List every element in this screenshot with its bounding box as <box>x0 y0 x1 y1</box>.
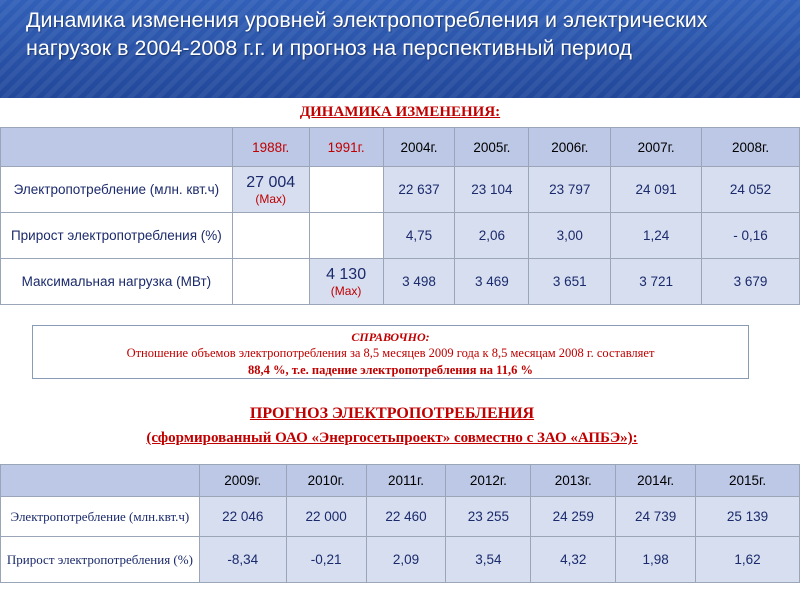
max-marker: (Max) <box>255 191 287 206</box>
dynamics-col-header: 2004г. <box>383 128 455 167</box>
forecast-corner-cell <box>1 465 200 497</box>
dynamics-col-header: 2007г. <box>611 128 702 167</box>
max-marker: (Max) <box>330 283 362 298</box>
peak-value-cell <box>309 259 383 305</box>
table-row <box>1 167 800 213</box>
table-cell: 1,62 <box>696 537 800 583</box>
peak-value: 4 130 <box>326 265 367 283</box>
table-row <box>1 497 800 537</box>
row-label: Электропотребление (млн.квт.ч) <box>1 497 200 537</box>
empty-cell <box>232 259 309 305</box>
table-cell: 23 104 <box>455 167 529 213</box>
table-row <box>1 537 800 583</box>
note-highlight: 88,4 %, т.е. падение электропотребления на 11,6 % <box>248 363 533 377</box>
table-cell: 22 460 <box>366 497 446 537</box>
table-cell: 3 469 <box>455 259 529 305</box>
table-cell: 3 498 <box>383 259 455 305</box>
table-cell: -0,21 <box>286 537 366 583</box>
forecast-col-header: 2012г. <box>446 465 531 497</box>
table-cell: 3,00 <box>529 213 611 259</box>
dynamics-col-header: 2005г. <box>455 128 529 167</box>
table-cell: 24 259 <box>531 497 616 537</box>
table-cell: 3 721 <box>611 259 702 305</box>
table-cell: 3 651 <box>529 259 611 305</box>
empty-cell <box>309 167 383 213</box>
empty-cell <box>309 213 383 259</box>
forecast-col-header: 2015г. <box>696 465 800 497</box>
dynamics-corner-cell <box>1 128 233 167</box>
peak-value-cell <box>232 167 309 213</box>
table-cell: 25 139 <box>696 497 800 537</box>
table-cell: 23 255 <box>446 497 531 537</box>
title-banner <box>0 0 800 98</box>
forecast-col-header: 2010г. <box>286 465 366 497</box>
table-cell: 1,98 <box>616 537 696 583</box>
table-cell: 22 000 <box>286 497 366 537</box>
table-cell: 3,54 <box>446 537 531 583</box>
forecast-col-header: 2009г. <box>199 465 286 497</box>
table-cell: 3 679 <box>702 259 800 305</box>
table-cell: 1,24 <box>611 213 702 259</box>
table-row <box>1 213 800 259</box>
table-cell: 22 046 <box>199 497 286 537</box>
page-title: Динамика изменения уровней электропотребления и электрических нагрузок в 2004-2008 г.г. и прогноз на перспективный период <box>26 8 708 60</box>
forecast-subtitle: (сформированный ОАО «Энергосетьпроект» совместно с ЗАО «АПБЭ»): <box>146 430 638 446</box>
dynamics-header-row <box>1 128 800 167</box>
row-label: Прирост электропотребления (%) <box>1 213 233 259</box>
forecast-col-header: 2013г. <box>531 465 616 497</box>
dynamics-table <box>0 127 800 305</box>
forecast-table <box>0 464 800 583</box>
forecast-header-row <box>1 465 800 497</box>
forecast-col-header: 2014г. <box>616 465 696 497</box>
table-cell: 24 091 <box>611 167 702 213</box>
reference-note <box>32 325 749 379</box>
empty-cell <box>232 213 309 259</box>
dynamics-col-header: 1988г. <box>232 128 309 167</box>
forecast-title: ПРОГНОЗ ЭЛЕКТРОПОТРЕБЛЕНИЯ <box>249 405 535 422</box>
row-label: Прирост электропотребления (%) <box>1 537 200 583</box>
table-cell: 22 637 <box>383 167 455 213</box>
table-cell: 4,75 <box>383 213 455 259</box>
table-cell: 2,09 <box>366 537 446 583</box>
table-cell: 2,06 <box>455 213 529 259</box>
forecast-col-header: 2011г. <box>366 465 446 497</box>
table-cell: 24 052 <box>702 167 800 213</box>
dynamics-col-header: 1991г. <box>309 128 383 167</box>
table-cell: - 0,16 <box>702 213 800 259</box>
peak-value: 27 004 <box>246 173 296 191</box>
table-row <box>1 259 800 305</box>
table-cell: 4,32 <box>531 537 616 583</box>
note-heading: СПРАВОЧНО: <box>351 330 430 344</box>
table-cell: 23 797 <box>529 167 611 213</box>
dynamics-col-header: 2008г. <box>702 128 800 167</box>
table-cell: 24 739 <box>616 497 696 537</box>
dynamics-col-header: 2006г. <box>529 128 611 167</box>
table-cell: -8,34 <box>199 537 286 583</box>
dynamics-title: ДИНАМИКА ИЗМЕНЕНИЯ: <box>299 104 501 120</box>
note-text: Отношение объемов электропотребления за 8,5 месяцев 2009 года к 8,5 месяцам 2008 г. составляет <box>126 346 655 360</box>
row-label: Электропотребление (млн. квт.ч) <box>1 167 233 213</box>
row-label: Максимальная нагрузка (МВт) <box>1 259 233 305</box>
